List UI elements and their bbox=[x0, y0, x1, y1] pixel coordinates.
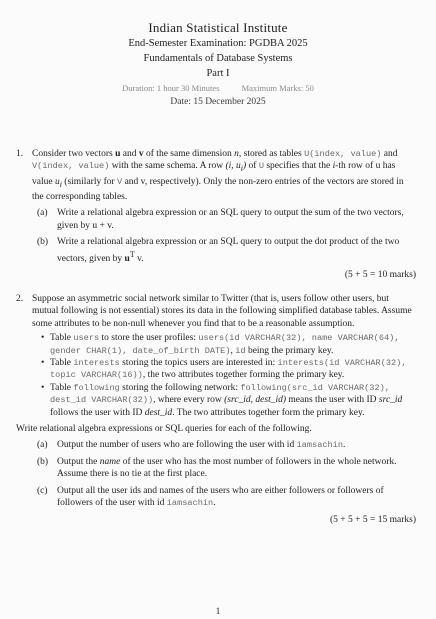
subquestion-label: (b) bbox=[37, 456, 49, 467]
subquestions bbox=[32, 439, 416, 525]
list-item: • Table interests storing the topics users are interested in: interests(id VARCHAR(32), topic VARCHAR(16)), the two attributes together forming the primary key. bbox=[50, 357, 416, 382]
course-title: Fundamentals of Database Systems bbox=[143, 53, 293, 64]
question-intro: Consider two vectors u and v of the same dimension n, stored as tables U(index, value) and V(index, value) with the same schema. A row (i, $u_i$) of U specifies that the i-th row of u has value $u_i$ (similarly for V and v, respectively). Only the non-zero entries of the vectors are stored in the corresponding tables. bbox=[32, 149, 404, 202]
list-item: • Table users to store the user profiles: users(id VARCHAR(32), name VARCHAR(64), gender CHAR(1), date_of_birth DATE), id being the primary key. bbox=[50, 332, 416, 357]
subquestion-b: (b) Output the name of the user who has the most number of followers in the whole network. Assume there is no tie at the first place. bbox=[37, 456, 397, 480]
exam-meta bbox=[0, 81, 436, 95]
question-body bbox=[32, 293, 416, 419]
question-2 bbox=[16, 293, 416, 526]
code-text: users(id VARCHAR(32), name VARCHAR(64), gender CHAR(1), date_of_birth DATE) bbox=[50, 333, 400, 356]
subquestion-text: Write a relational algebra expression or an SQL query to output the sum of the two vectors, given by u + v. bbox=[57, 208, 404, 231]
exam-date: Date: 15 December 2025 bbox=[170, 97, 266, 107]
subquestion-b: (b) Write a relational algebra expression or an SQL query to output the dot product of the two vectors, given by $u^T$ v. bbox=[37, 237, 400, 264]
max-marks: Maximum Marks: 50 bbox=[241, 83, 314, 93]
part-label: Part I bbox=[206, 68, 230, 79]
subquestion-a: (a) Output the number of users who are following the user with id iamsachin. bbox=[37, 440, 346, 451]
exam-title: End-Semester Examination: PGDBA 2025 bbox=[128, 38, 308, 49]
question-body bbox=[32, 148, 416, 282]
subquestion-a bbox=[32, 207, 416, 232]
question-1 bbox=[16, 148, 416, 282]
subquestion-label: (c) bbox=[37, 485, 48, 496]
subquestion-label: (a) bbox=[37, 440, 48, 451]
code-text: V(index, value) bbox=[32, 161, 110, 172]
table-list bbox=[32, 332, 416, 419]
question-number: 1. bbox=[16, 149, 24, 159]
list-item: • Table following storing the following network: following(src_id VARCHAR(32), dest_id VARCHAR(32)), where every row (src_id, dest_id) means the user with ID src_id follows the user with ID dest_id. The two attributes together form the primary key. bbox=[50, 382, 416, 419]
code-text: interests(id VARCHAR(32), topic VARCHAR(16)) bbox=[50, 358, 407, 381]
exam-header bbox=[0, 20, 436, 109]
marks-note: (5 + 5 = 10 marks) bbox=[344, 270, 416, 281]
institute-name: Indian Statistical Institute bbox=[148, 20, 288, 35]
subquestion-label: (a) bbox=[37, 208, 48, 219]
duration: Duration: 1 hour 30 Minutes bbox=[122, 83, 220, 93]
code-text: following(src_id VARCHAR(32), dest_id VARCHAR(32)) bbox=[50, 382, 390, 406]
subquestion-label: (b) bbox=[37, 237, 49, 248]
subquestion-c: (c) Output all the user ids and names of the users who are either followers or followers of followers of the user with id iamsachin. bbox=[37, 485, 384, 509]
question-intro: Suppose an asymmetric social network similar to Twitter (that is, users follow other users, but mutual following is not essential) stores its data in the following simplified database tables. Assume some attributes to be non-null whenever you find that to be a reasonable assumption. bbox=[32, 294, 412, 329]
instruction: Write relational algebra expressions or SQL queries for each of the following. bbox=[16, 424, 312, 435]
code-text: U(index, value) bbox=[304, 149, 382, 159]
marks-note: (5 + 5 + 5 = 15 marks) bbox=[330, 514, 416, 525]
page-number: 1 bbox=[215, 606, 221, 616]
question-number: 2. bbox=[16, 294, 24, 304]
